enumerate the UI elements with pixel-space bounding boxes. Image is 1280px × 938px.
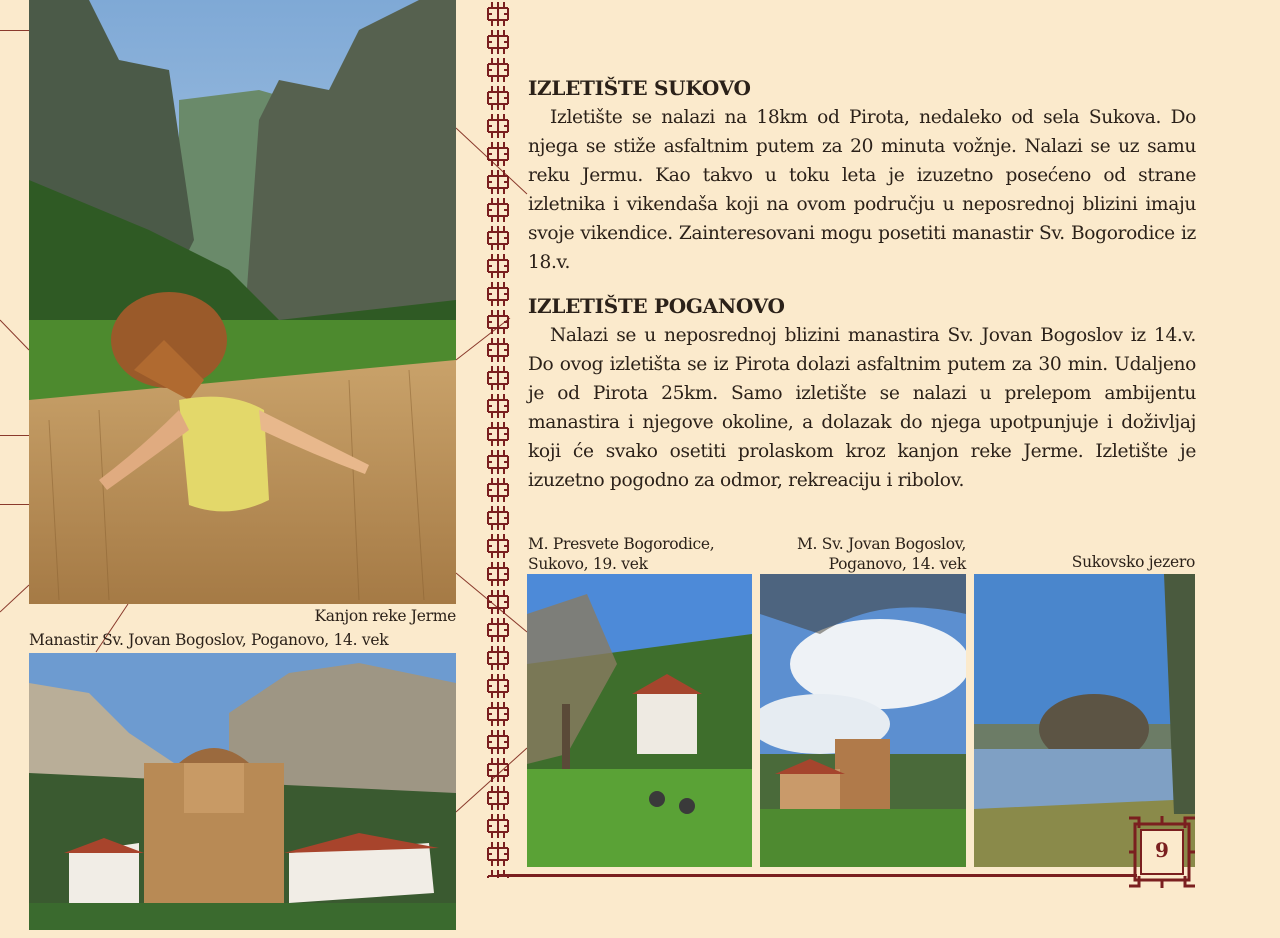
- ornament-border: [482, 0, 514, 878]
- caption-line: Sukovo, 19. vek: [528, 555, 648, 573]
- section-title: IZLETIŠTE SUKOVO: [528, 76, 751, 100]
- canyon-caption: Kanjon reke Jerme: [314, 607, 456, 625]
- caption-line: M. Sv. Jovan Bogoslov,: [796, 535, 966, 553]
- monastery-left-caption: Manastir Sv. Jovan Bogoslov, Poganovo, 14. vek: [29, 631, 389, 649]
- bogorodica-monastery-photo: [527, 574, 752, 867]
- photo-caption: [528, 534, 758, 574]
- photo-caption: [760, 534, 966, 574]
- caption-line: M. Presvete Bogorodice,: [528, 535, 715, 553]
- caption-line: Poganovo, 14. vek: [828, 555, 966, 573]
- photo-caption: Sukovsko jezero: [1071, 553, 1195, 571]
- section-text: Nalazi se u neposrednoj blizini manastira Sv. Jovan Bogoslov iz 14.v. Do ovog izletišta se iz Pirota dolazi asfaltnim putem za 30 min. Udaljeno je od Pirota 25km. Samo izletište se nalazi u prelepom ambijentu manastira i njegove okoline, a dolazak do njega upotpunjuje i doživljaj koji će svako osetiti prolaskom kroz kanjon reke Jerme. Izletište je izuzetno pogodno za odmor, rekreaciju i ribolov.: [528, 325, 1196, 492]
- poganovo-monastery-photo: [760, 574, 966, 867]
- section-text: Izletište se nalazi na 18km od Pirota, nedaleko od sela Sukova. Do njega se stiže asfaltnim putem za 20 minuta vožnje. Nalazi se uz samu reku Jermu. Kao takvo u toku leta je izuzetno posećeno od strane izletnika i vikendaša koji na ovom području u neposrednoj blizini imaju svoje vikendice. Zainteresovani mogu posetiti manastir Sv. Bogorodice iz 18.v.: [528, 107, 1196, 274]
- bottom-rule: [497, 874, 1137, 877]
- canyon-photo: [29, 0, 456, 604]
- page-number: 9: [1155, 838, 1169, 862]
- monastery-photo: [29, 653, 456, 930]
- section-title: IZLETIŠTE POGANOVO: [528, 294, 785, 318]
